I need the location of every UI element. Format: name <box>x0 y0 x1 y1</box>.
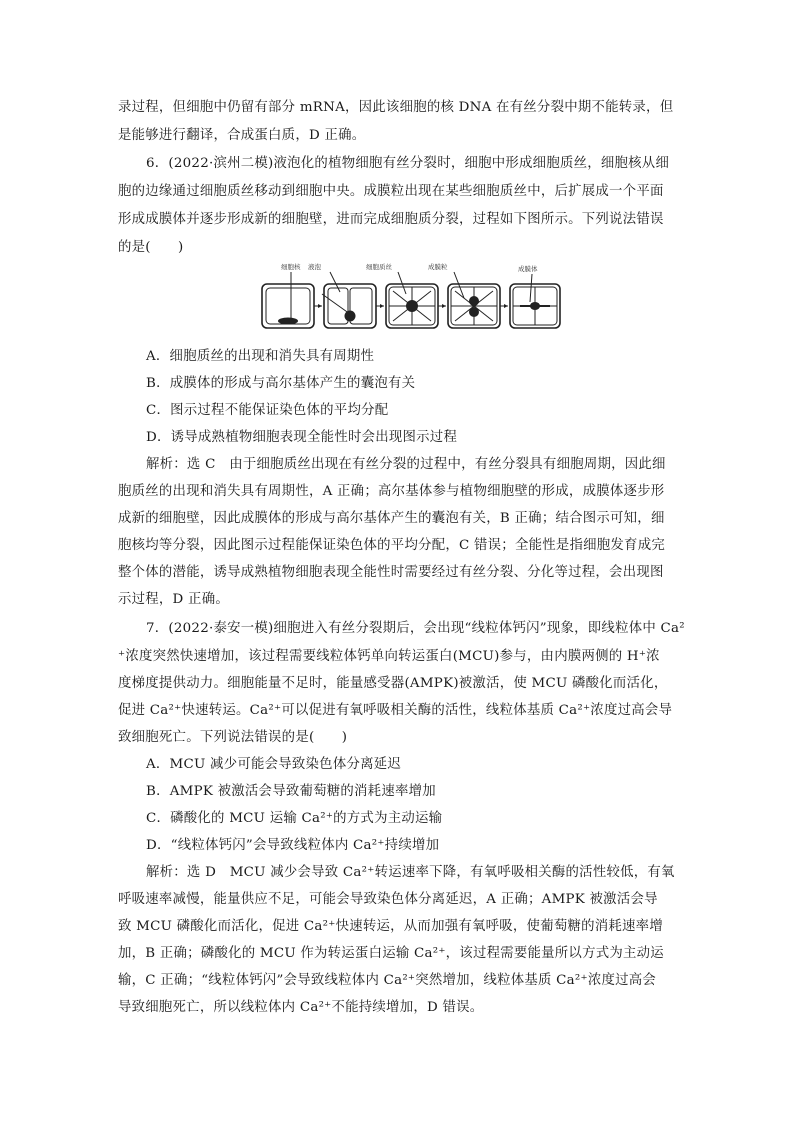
label-vacuole: 液泡 <box>308 263 321 271</box>
q7-stem-line: 度梯度提供动力。细胞能量不足时，能量感受器(AMPK)被激活，使 MCU 磷酸化而活化， <box>118 676 668 691</box>
q5-analysis-line: 录过程，但细胞中仍留有部分 mRNA，因此该细胞的核 DNA 在有丝分裂中期不能转录，但 <box>118 100 674 115</box>
q6-option-c: C．图示过程不能保证染色体的平均分配 <box>146 403 389 418</box>
cell-nucleus <box>406 300 418 312</box>
q7-stem-line: 促进 Ca²⁺快速转运。Ca²⁺可以促进有氧呼吸相关酶的活性，线粒体基质 Ca²⁺浓度过高会导 <box>118 703 673 718</box>
q6-option-a: A．细胞质丝的出现和消失具有周期性 <box>146 349 375 364</box>
q6-stem-line: 形成成膜体并逐步形成新的细胞壁，进而完成细胞质分裂，过程如下图所示。下列说法错误 <box>118 212 664 227</box>
q6-stem-line: 的是( ) <box>118 240 184 255</box>
q7-option-b: B．AMPK 被激活会导致葡萄糖的消耗速率增加 <box>146 784 436 799</box>
q6-analysis-line: 胞质丝的出现和消失具有周期性，A 正确；高尔基体参与植物细胞壁的形成，成膜体逐步形 <box>118 484 665 499</box>
cell-nucleus <box>469 296 479 306</box>
label-granules: 成膜粒 <box>428 263 448 271</box>
label-nucleus: 细胞核 <box>281 263 301 271</box>
q6-stem-line: 6．(2022·滨州二模)液泡化的植物细胞有丝分裂时，细胞中形成细胞质丝，细胞核从细 <box>146 156 670 171</box>
q6-analysis-line: 解析：选 C 由于细胞质丝出现在有丝分裂的过程中，有丝分裂具有细胞周期，因此细 <box>146 457 666 472</box>
q7-stem-line: 7．(2022·泰安一模)细胞进入有丝分裂期后，会出现“线粒体钙闪”现象，即线粒体中 Ca² <box>146 621 685 636</box>
cell-division-diagram <box>258 258 564 334</box>
q6-analysis-line: 胞核均等分裂，因此图示过程能保证染色体的平均分配，C 错误；全能性是指细胞发育成完 <box>118 538 665 553</box>
q7-option-c: C．磷酸化的 MCU 运输 Ca²⁺的方式为主动运输 <box>146 811 443 826</box>
q7-analysis-line: 输，C 正确；“线粒体钙闪”会导致线粒体内 Ca²⁺突然增加，线粒体基质 Ca²⁺浓度过高会 <box>118 973 657 988</box>
q5-analysis-line: 是能够进行翻译，合成蛋白质，D 正确。 <box>118 128 366 143</box>
q6-stem-line: 胞的边缘通过细胞质丝移动到细胞中央。成膜粒出现在某些细胞质丝中，后扩展成一个平面 <box>118 184 664 199</box>
q7-option-a: A．MCU 减少可能会导致染色体分离延迟 <box>146 757 402 772</box>
q7-stem-line: 致细胞死亡。下列说法错误的是( ) <box>118 730 348 745</box>
label-cytoplasmic-strands: 细胞质丝 <box>366 263 392 271</box>
q6-option-d: D．诱导成熟植物细胞表现全能性时会出现图示过程 <box>146 430 458 445</box>
q7-stem-line: ⁺浓度突然快速增加，该过程需要线粒体钙单向转运蛋白(MCU)参与，由内膜两侧的 H⁺浓 <box>118 649 660 664</box>
q7-analysis-line: 加，B 正确；磷酸化的 MCU 作为转运蛋白运输 Ca²⁺，该过程需要能量所以方式为主动运 <box>118 946 664 961</box>
q6-option-b: B．成膜体的形成与高尔基体产生的囊泡有关 <box>146 376 416 391</box>
q6-analysis-line: 示过程，D 正确。 <box>118 592 229 607</box>
cell-nucleus <box>345 311 356 322</box>
label-phragmoplast: 成膜体 <box>518 265 538 273</box>
q7-option-d: D．“线粒体钙闪”会导致线粒体内 Ca²⁺持续增加 <box>146 838 440 853</box>
cell-nucleus <box>278 318 298 325</box>
q7-analysis-line: 致 MCU 磷酸化而活化，促进 Ca²⁺快速转运，从而加强有氧呼吸，使葡萄糖的消耗速率增 <box>118 919 663 934</box>
q7-analysis-line: 导致细胞死亡，所以线粒体内 Ca²⁺不能持续增加，D 错误。 <box>118 1000 484 1015</box>
cell-nucleus <box>469 307 479 317</box>
q7-analysis-line: 呼吸速率减慢，能量供应不足，可能会导致染色体分离延迟，A 正确；AMPK 被激活会导 <box>118 892 658 907</box>
q6-analysis-line: 成新的细胞壁，因此成膜体的形成与高尔基体产生的囊泡有关，B 正确；结合图示可知，细 <box>118 511 665 526</box>
q6-analysis-line: 整个体的潜能，诱导成熟植物细胞表现全能性时需要经过有丝分裂、分化等过程，会出现图 <box>118 565 664 580</box>
q7-analysis-line: 解析：选 D MCU 减少会导致 Ca²⁺转运速率下降，有氧呼吸相关酶的活性较低，有氧 <box>146 865 675 880</box>
